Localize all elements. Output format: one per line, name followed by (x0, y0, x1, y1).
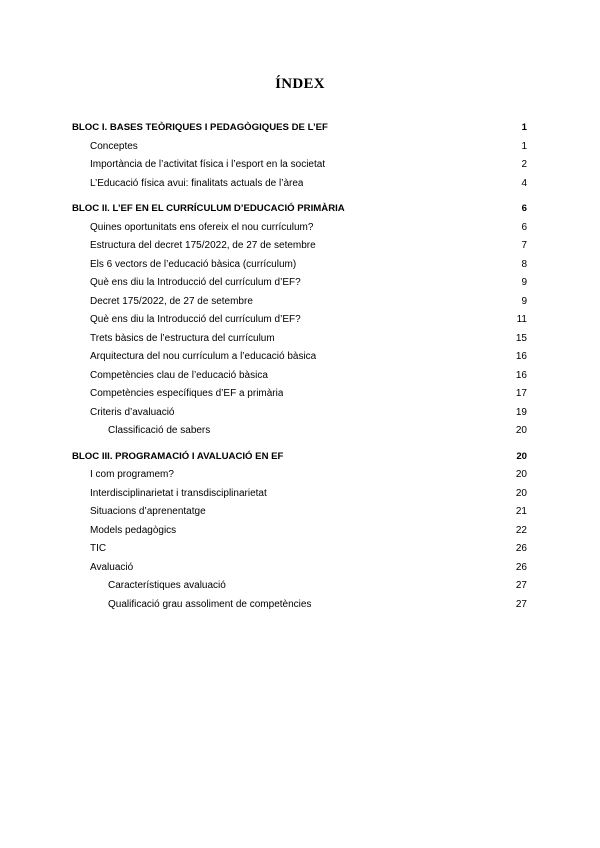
toc-page-number: 26 (515, 561, 527, 573)
toc-entry-label: Situacions d’aprenentatge (90, 506, 206, 517)
toc-entry-label: Què ens diu la Introducció del currículum d’EF? (90, 277, 301, 288)
toc-entry-label: Estructura del decret 175/2022, de 27 de setembre (90, 240, 316, 251)
toc-entry[interactable] (72, 156, 527, 175)
toc-page-number: 4 (521, 177, 527, 189)
toc-entry-label: Interdisciplinarietat i transdisciplinarietat (90, 487, 267, 499)
toc-entry-label: Avaluació (90, 561, 134, 573)
toc-section-heading[interactable] (72, 448, 527, 467)
toc-page-number: 1 (521, 122, 527, 133)
toc-page-number: 22 (515, 524, 527, 536)
toc-entry[interactable] (72, 175, 527, 194)
toc-entry-label: Característiques avaluació (108, 580, 226, 591)
toc-entry[interactable] (72, 330, 527, 349)
toc-entry[interactable] (72, 219, 527, 238)
toc-page-number: 20 (515, 487, 527, 499)
table-of-contents (72, 119, 527, 614)
toc-entry-label: BLOC III. PROGRAMACIÓ I AVALUACIÓ EN EF (72, 450, 284, 462)
toc-section-heading[interactable] (72, 200, 527, 219)
toc-page-number: 16 (515, 369, 527, 381)
index-title: ÍNDEX (275, 76, 325, 92)
toc-entry[interactable] (72, 348, 527, 367)
toc-entry-label: Trets bàsics de l’estructura del currículum (90, 332, 275, 344)
toc-entry-label: Què ens diu la Introducció del currículum d’EF? (90, 314, 301, 325)
toc-entry[interactable] (72, 274, 527, 293)
toc-page-number: 20 (515, 425, 527, 436)
toc-entry[interactable] (72, 466, 527, 485)
toc-entry[interactable] (72, 540, 527, 559)
toc-page-number: 8 (521, 258, 527, 270)
toc-page-number: 9 (521, 277, 527, 288)
toc-entry[interactable] (72, 577, 527, 596)
toc-page-number: 26 (515, 543, 527, 554)
toc-entry[interactable] (72, 596, 527, 615)
toc-entry-label: Arquitectura del nou currículum a l’educació bàsica (90, 351, 317, 362)
toc-entry-label: Decret 175/2022, de 27 de setembre (90, 295, 253, 307)
toc-entry[interactable] (72, 138, 527, 157)
toc-entry[interactable] (72, 503, 527, 522)
toc-entry[interactable] (72, 367, 527, 386)
toc-page-number: 20 (515, 469, 527, 480)
toc-page-number: 7 (521, 240, 527, 251)
toc-entry-label: Importància de l’activitat física i l’esport en la societat (90, 159, 326, 170)
toc-entry[interactable] (72, 522, 527, 541)
toc-entry-label: Conceptes (90, 140, 138, 152)
toc-page-number: 6 (521, 203, 527, 214)
toc-page-number: 17 (515, 388, 527, 399)
toc-entry[interactable] (72, 485, 527, 504)
toc-entry-label: Competències específiques d’EF a primària (90, 388, 284, 399)
toc-entry-label: L’Educació física avui: finalitats actuals de l’àrea (90, 177, 304, 189)
toc-entry-label: Competències clau de l’educació bàsica (90, 369, 268, 381)
toc-section-heading[interactable] (72, 119, 527, 138)
toc-entry[interactable] (72, 404, 527, 423)
toc-entry-label: Models pedagògics (90, 524, 177, 536)
toc-entry-label: TIC (90, 543, 107, 554)
toc-entry-label: Els 6 vectors de l’educació bàsica (currículum) (90, 258, 297, 270)
toc-entry-label: Quines oportunitats ens ofereix el nou currículum? (90, 221, 314, 233)
toc-entry[interactable] (72, 385, 527, 404)
toc-entry-label: Criteris d’avaluació (90, 406, 175, 418)
toc-entry[interactable] (72, 293, 527, 312)
toc-page-number: 16 (515, 351, 527, 362)
toc-page-number: 19 (515, 406, 527, 418)
toc-entry[interactable] (72, 237, 527, 256)
toc-entry-label: BLOC II. L’EF EN EL CURRÍCULUM D’EDUCACIÓ PRIMÀRIA (72, 203, 345, 214)
toc-entry[interactable] (72, 311, 527, 330)
toc-page-number: 20 (516, 450, 527, 462)
toc-entry-label: I com programem? (90, 469, 174, 480)
toc-entry[interactable] (72, 422, 527, 441)
toc-page-number: 15 (515, 332, 527, 344)
toc-page-number: 2 (521, 159, 527, 170)
toc-page-number: 21 (515, 506, 527, 517)
toc-page-number: 27 (515, 580, 527, 591)
toc-page-number: 6 (521, 221, 527, 233)
toc-page-number: 27 (515, 598, 527, 610)
toc-page-number: 11 (516, 314, 527, 325)
toc-page-number: 1 (521, 140, 527, 152)
toc-page-number: 9 (521, 295, 527, 307)
toc-entry-label: Classificació de sabers (108, 425, 211, 436)
toc-entry-label: Qualificació grau assoliment de competències (108, 598, 312, 610)
toc-entry[interactable] (72, 559, 527, 578)
toc-entry[interactable] (72, 256, 527, 275)
toc-entry-label: BLOC I. BASES TEÒRIQUES I PEDAGÒGIQUES DE L’EF (72, 122, 328, 133)
